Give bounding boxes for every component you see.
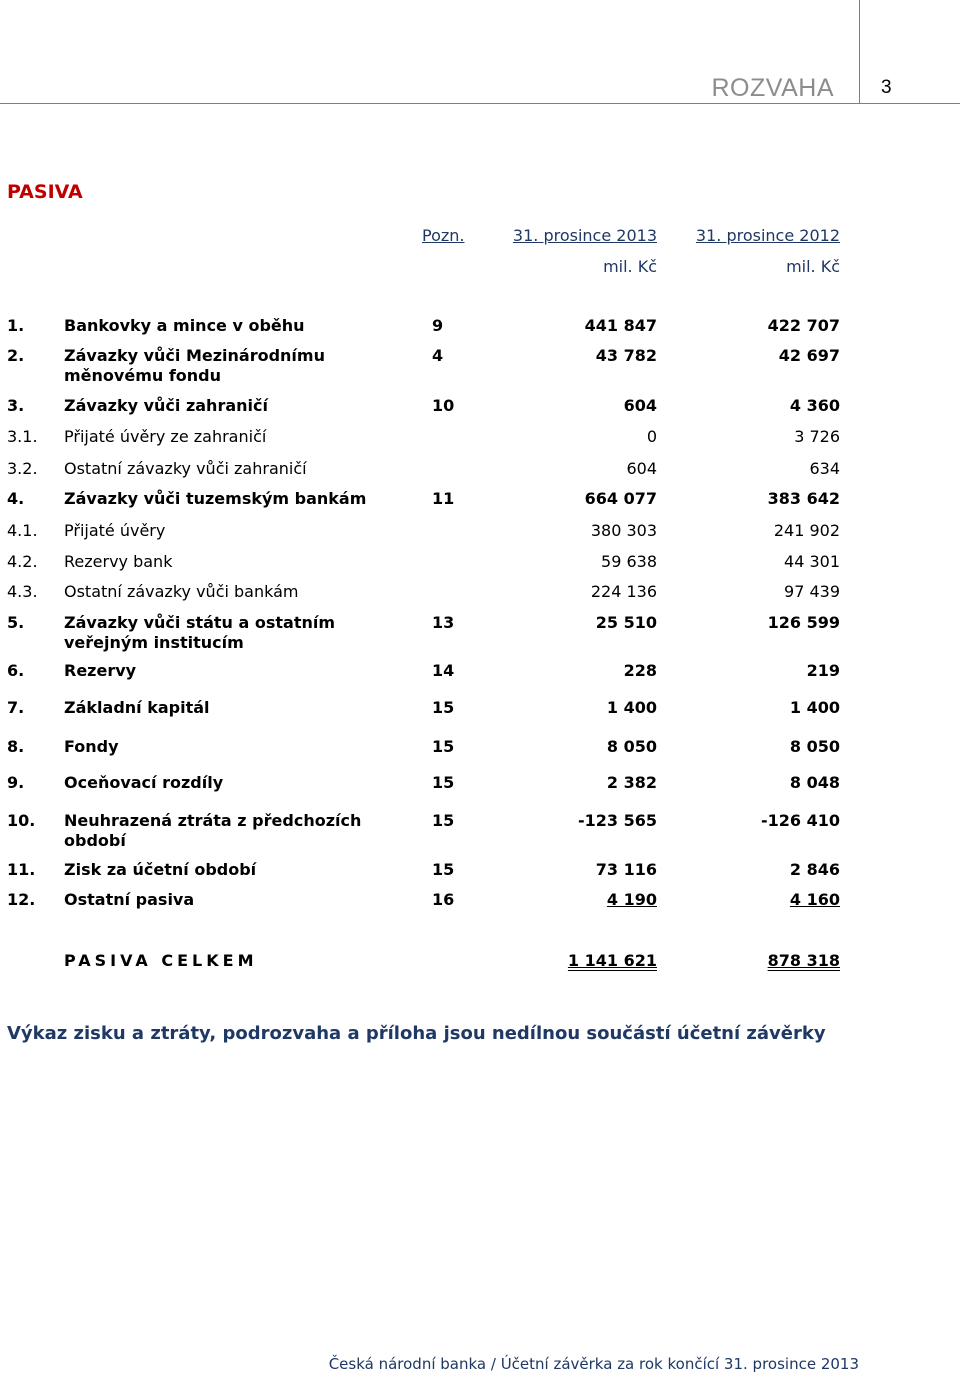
row-value-2012: 383 642 [767, 489, 840, 508]
row-label: Rezervy [64, 661, 137, 680]
row-note: 15 [432, 698, 455, 717]
row-value-2012: 8 050 [789, 737, 840, 756]
page-title: ROZVAHA [711, 74, 834, 102]
row-note: 16 [432, 890, 455, 909]
page-footer: Česká národní banka / Účetní závěrka za rok končící 31. prosince 2013 [328, 1355, 859, 1373]
row-note: 10 [432, 396, 455, 415]
column-header-2013: 31. prosince 2013 [512, 226, 657, 245]
header-vertical-rule [859, 0, 860, 103]
row-note: 9 [432, 316, 444, 335]
row-value-2012: 126 599 [767, 613, 840, 632]
row-label: Přijaté úvěry ze zahraničí [64, 427, 267, 446]
column-unit-2013: mil. Kč [603, 257, 657, 276]
row-number: 3.2. [7, 459, 38, 478]
row-value-2012: 1 400 [789, 698, 840, 717]
row-value-2013: 604 [626, 459, 657, 478]
row-note: 15 [432, 737, 455, 756]
row-label: Zisk za účetní období [64, 860, 257, 879]
total-value-2012: 878 318 [767, 951, 840, 970]
row-label: Závazky vůči Mezinárodnímu měnovému fondu [64, 346, 325, 385]
row-number: 4.3. [7, 582, 38, 601]
total-label: PASIVA CELKEM [64, 951, 258, 970]
row-number: 10. [7, 811, 36, 830]
row-value-2012: 97 439 [784, 582, 840, 601]
row-label: Ostatní pasiva [64, 890, 195, 909]
row-value-2013: 380 303 [590, 521, 657, 540]
row-number: 1. [7, 316, 25, 335]
row-note: 15 [432, 811, 455, 830]
row-value-2013: -123 565 [577, 811, 657, 830]
row-number: 9. [7, 773, 25, 792]
row-value-2012: 422 707 [767, 316, 840, 335]
row-value-2013: 664 077 [584, 489, 657, 508]
total-value-2013: 1 141 621 [567, 951, 657, 970]
row-value-2013: 43 782 [595, 346, 657, 365]
row-label: Bankovky a mince v oběhu [64, 316, 305, 335]
row-value-2012: 634 [809, 459, 840, 478]
row-number: 8. [7, 737, 25, 756]
page-number: 3 [881, 77, 892, 98]
row-value-2013: 228 [623, 661, 657, 680]
row-number: 4.2. [7, 552, 38, 571]
row-number: 5. [7, 613, 25, 632]
row-value-2012: 241 902 [773, 521, 840, 540]
row-note: 11 [432, 489, 455, 508]
row-value-2013: 0 [646, 427, 657, 446]
column-header-note: Pozn. [422, 226, 465, 245]
row-value-2013: 8 050 [606, 737, 657, 756]
row-number: 11. [7, 860, 36, 879]
row-value-2012: 3 726 [794, 427, 840, 446]
section-title: PASIVA [7, 181, 83, 203]
row-value-2013: 59 638 [601, 552, 657, 571]
row-label: Ostatní závazky vůči zahraničí [64, 459, 307, 478]
row-number: 4.1. [7, 521, 38, 540]
row-note: 4 [432, 346, 444, 365]
row-value-2013: 224 136 [590, 582, 657, 601]
row-value-2012: 2 846 [789, 860, 840, 879]
row-value-2012: 219 [806, 661, 840, 680]
row-label: Oceňovací rozdíly [64, 773, 224, 792]
row-note: 15 [432, 860, 455, 879]
row-value-2012: 8 048 [789, 773, 840, 792]
row-label: Závazky vůči státu a ostatním veřejným institucím [64, 613, 336, 652]
row-value-2012: 44 301 [784, 552, 840, 571]
row-value-2012: 42 697 [778, 346, 840, 365]
header-horizontal-rule [0, 103, 960, 104]
row-value-2012: 4 160 [789, 890, 840, 909]
row-number: 3.1. [7, 427, 38, 446]
row-label: Závazky vůči tuzemským bankám [64, 489, 367, 508]
row-note: 15 [432, 773, 455, 792]
row-value-2013: 4 190 [606, 890, 657, 909]
row-label: Ostatní závazky vůči bankám [64, 582, 299, 601]
row-value-2012: -126 410 [760, 811, 840, 830]
row-label: Přijaté úvěry [64, 521, 166, 540]
row-number: 4. [7, 489, 25, 508]
row-label: Rezervy bank [64, 552, 173, 571]
row-number: 6. [7, 661, 25, 680]
row-number: 12. [7, 890, 36, 909]
row-number: 2. [7, 346, 25, 365]
column-unit-2012: mil. Kč [786, 257, 840, 276]
row-label: Neuhrazená ztráta z předchozích období [64, 811, 362, 850]
row-note: 14 [432, 661, 455, 680]
statement-note: Výkaz zisku a ztráty, podrozvaha a příloha jsou nedílnou součástí účetní závěrky [7, 1023, 826, 1044]
row-label: Závazky vůči zahraničí [64, 396, 268, 415]
row-number: 7. [7, 698, 25, 717]
row-value-2013: 25 510 [595, 613, 657, 632]
row-value-2012: 4 360 [789, 396, 840, 415]
row-value-2013: 73 116 [595, 860, 657, 879]
row-note: 13 [432, 613, 455, 632]
row-number: 3. [7, 396, 25, 415]
row-value-2013: 441 847 [584, 316, 657, 335]
row-value-2013: 1 400 [606, 698, 657, 717]
column-header-2012: 31. prosince 2012 [695, 226, 840, 245]
row-value-2013: 604 [623, 396, 657, 415]
row-value-2013: 2 382 [606, 773, 657, 792]
row-label: Fondy [64, 737, 119, 756]
row-label: Základní kapitál [64, 698, 210, 717]
